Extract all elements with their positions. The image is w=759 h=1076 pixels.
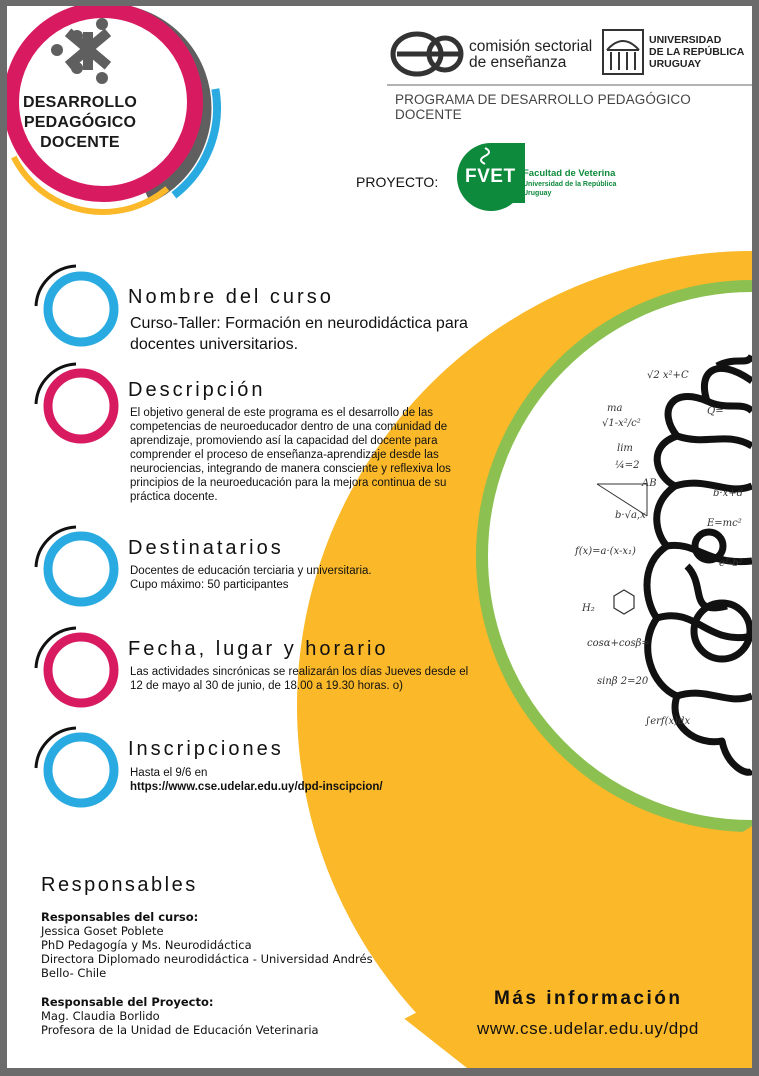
fvet-title: Facultad de Veterina xyxy=(523,168,616,179)
section-body-destinatarios xyxy=(130,564,500,592)
body-line: Cupo máximo: 50 participantes xyxy=(130,579,289,591)
mas-informacion-label: Más información xyxy=(494,988,683,1009)
section-body-fecha xyxy=(130,665,500,693)
svg-text:E=mc²: E=mc² xyxy=(707,518,742,529)
svg-text:b·x+d: b·x+d xyxy=(713,488,743,499)
svg-text:e²-b²: e²-b² xyxy=(719,558,743,569)
dpd-title xyxy=(15,93,145,153)
dpd-title-line: DOCENTE xyxy=(40,134,120,151)
flyer-page xyxy=(7,6,752,1068)
body-line: Docentes de educación terciaria y universitaria. xyxy=(130,565,372,577)
body-line: competencias de neuroeducador dentro de una comunidad de xyxy=(130,421,448,433)
svg-text:AB: AB xyxy=(642,478,657,489)
svg-text:ma: ma xyxy=(607,403,623,414)
section-title-descripcion: Descripción xyxy=(128,379,266,401)
svg-text:cosα+cosβ=: cosα+cosβ= xyxy=(587,638,650,649)
body-line: principios de la neuroeducación para la mejora continua de su xyxy=(130,477,447,489)
cse-logo-icon xyxy=(393,34,462,74)
cse-name-line: de enseñanza xyxy=(469,54,567,71)
svg-text:¼=2: ¼=2 xyxy=(615,460,640,471)
body-line: aprendizaje, promoviendo así la capacidad del docente para xyxy=(130,435,438,447)
resp-line: Mag. Claudia Borlido xyxy=(41,1009,160,1023)
bullet-nombre xyxy=(36,266,114,342)
udelar-line: DE LA REPÚBLICA xyxy=(649,46,745,58)
section-title-fecha: Fecha, lugar y horario xyxy=(128,638,389,660)
dpd-title-line: DESARROLLO xyxy=(23,94,137,111)
body-line: práctica docente. xyxy=(130,491,218,503)
section-title-inscripciones: Inscripciones xyxy=(128,738,284,760)
udelar-line: UNIVERSIDAD xyxy=(649,34,722,46)
programa-label: PROGRAMA DE DESARROLLO PEDAGÓGICO DOCENTE xyxy=(395,92,691,122)
fvet-subtitle xyxy=(523,180,616,198)
bullet-destinatarios xyxy=(36,527,114,602)
svg-text:f(x)=a·(x-x₁): f(x)=a·(x-x₁) xyxy=(575,546,636,557)
resp-line: Bello- Chile xyxy=(41,966,107,980)
responsables-curso-heading: Responsables del curso: xyxy=(41,910,199,924)
body-line: Curso-Taller: Formación en neurodidáctica para xyxy=(130,315,468,332)
cse-name-line: comisión sectorial xyxy=(469,38,593,55)
dpd-title-line: PEDAGÓGICO xyxy=(23,114,137,131)
resp-line: Jessica Goset Poblete xyxy=(41,924,164,938)
inscripcion-link[interactable]: https://www.cse.udelar.edu.uy/dpd-inscipcion/ xyxy=(130,781,383,793)
resp-line: Profesora de la Unidad de Educación Veterinaria xyxy=(41,1023,319,1037)
section-body-nombre xyxy=(130,313,530,355)
svg-text:H₂: H₂ xyxy=(582,603,595,614)
decorative-background xyxy=(7,6,752,1068)
udelar-line: URUGUAY xyxy=(649,58,702,70)
svg-text:√2 x²+C: √2 x²+C xyxy=(647,370,689,381)
bullet-fecha xyxy=(36,628,114,703)
svg-text:∫erf(x)dx: ∫erf(x)dx xyxy=(645,716,691,727)
responsables-proyecto xyxy=(41,995,319,1037)
section-title-destinatarios: Destinatarios xyxy=(128,537,284,559)
udelar-name xyxy=(649,34,752,70)
mas-informacion-link[interactable]: www.cse.udelar.edu.uy/dpd xyxy=(477,1019,699,1038)
udelar-logo-icon xyxy=(603,30,643,74)
responsables-proyecto-heading: Responsable del Proyecto: xyxy=(41,995,214,1009)
body-line: El objetivo general de este programa es el desarrollo de las xyxy=(130,407,434,419)
fvet-sub-line: Universidad de la República xyxy=(523,181,617,188)
svg-text:Q=: Q= xyxy=(707,406,724,417)
resp-line: Directora Diplomado neurodidáctica - Universidad Andrés xyxy=(41,952,373,966)
section-body-inscripciones xyxy=(130,766,500,794)
svg-text:lim: lim xyxy=(617,443,633,454)
section-body-descripcion xyxy=(130,406,475,504)
responsables-curso xyxy=(41,910,373,980)
svg-text:sinβ 2=20: sinβ 2=20 xyxy=(597,676,649,687)
proyecto-label: PROYECTO: xyxy=(356,174,439,190)
bullet-descripcion xyxy=(36,364,114,439)
responsables-title: Responsables xyxy=(41,874,198,896)
svg-text:√1-x²/c²: √1-x²/c² xyxy=(602,418,641,429)
cse-name xyxy=(469,39,592,71)
body-line: comprender el proceso de enseñanza-aprendizaje desde las xyxy=(130,449,439,461)
body-line: 12 de mayo al 30 de junio, de 18.00 a 19.30 horas. o) xyxy=(130,680,404,692)
body-line: Hasta el 9/6 en xyxy=(130,767,208,779)
section-title-nombre: Nombre del curso xyxy=(128,286,334,308)
body-line: docentes universitarios. xyxy=(130,336,299,353)
resp-line: PhD Pedagogía y Ms. Neurodidáctica xyxy=(41,938,252,952)
svg-text:b·√a,x: b·√a,x xyxy=(615,510,646,521)
body-line: neurociencias, integrando de manera consciente y reflexiva los xyxy=(130,463,451,475)
fvet-abbr: FVET xyxy=(465,166,516,187)
body-line: Las actividades sincrónicas se realizarán los días Jueves desde el xyxy=(130,666,469,678)
fvet-sub-line: Uruguay xyxy=(523,190,552,197)
